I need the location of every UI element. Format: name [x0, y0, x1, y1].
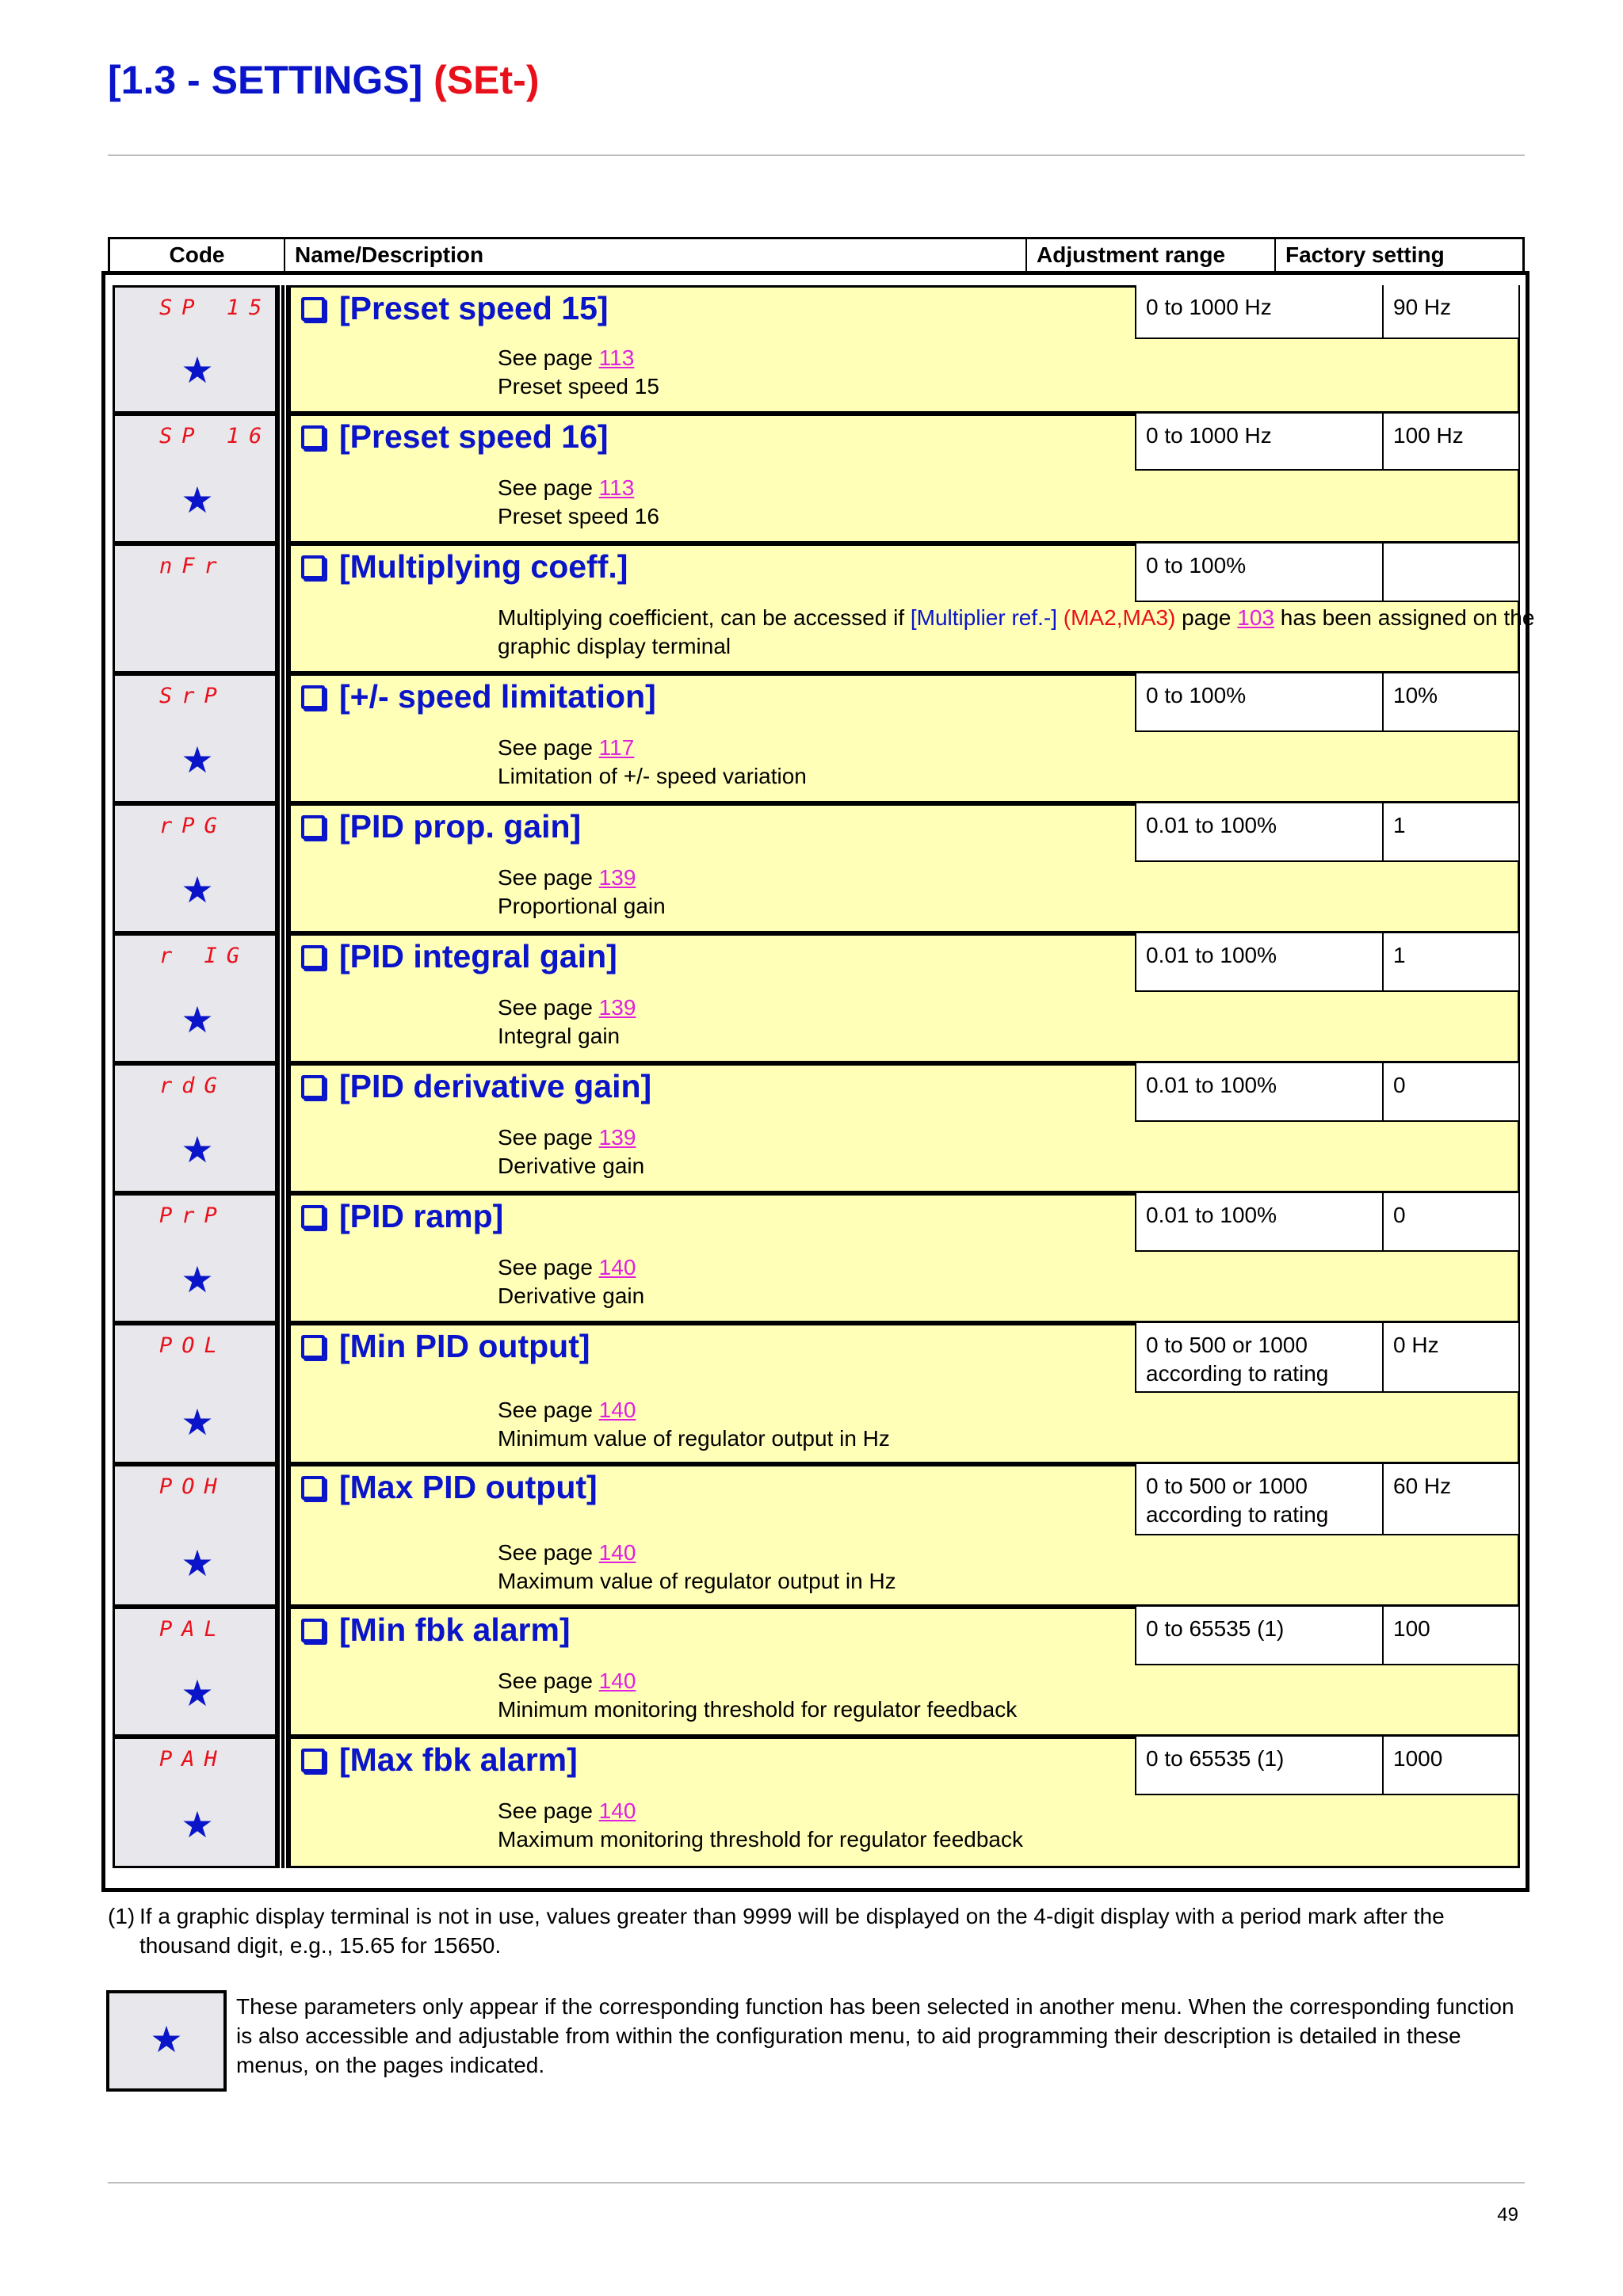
parameter-code: PAH	[159, 1747, 227, 1772]
code-cell	[113, 803, 277, 933]
adjustment-range: 0 to 1000 Hz	[1135, 285, 1384, 339]
star-icon: ★	[181, 1402, 214, 1443]
star-icon: ★	[181, 999, 214, 1040]
factory-setting: 10%	[1384, 673, 1520, 732]
page-link[interactable]: 113	[598, 345, 635, 370]
parameter-name: [Max PID output]	[301, 1469, 598, 1506]
table-row	[113, 803, 1520, 933]
factory-setting: 100 Hz	[1384, 414, 1520, 471]
parameter-code: PAL	[159, 1617, 227, 1642]
page-title	[108, 57, 539, 103]
adjustment-range: 0.01 to 100%	[1135, 933, 1384, 992]
code-cell	[113, 933, 277, 1063]
column-separator	[277, 1323, 288, 1464]
title-menu-code: (SEt-)	[433, 58, 540, 102]
adjustment-range: 0 to 500 or 1000 according to rating	[1135, 1464, 1384, 1535]
table-row	[113, 414, 1520, 543]
parameter-name: [PID integral gain]	[301, 938, 617, 975]
header-code: Code	[110, 239, 285, 271]
description: See page 113 Preset speed 16	[498, 475, 659, 528]
column-separator	[277, 1063, 288, 1193]
page-link[interactable]: 139	[598, 995, 636, 1020]
adjustment-range: 0 to 500 or 1000 according to rating	[1135, 1323, 1384, 1393]
column-separator	[277, 414, 288, 543]
table-header	[108, 237, 1525, 273]
description: See page 140 Maximum value of regulator output in Hz	[498, 1540, 896, 1593]
page-link[interactable]: 140	[598, 1669, 636, 1693]
parameter-code: SP 15	[159, 296, 272, 320]
table-row	[113, 1193, 1520, 1323]
star-icon: ★	[181, 349, 214, 391]
legend-star-box	[106, 1990, 227, 2092]
parameter-code: rPG	[159, 814, 227, 838]
checkbox-icon	[301, 1075, 325, 1099]
star-icon: ★	[181, 1129, 214, 1170]
footnote-number: (1)	[108, 1904, 136, 1928]
adjustment-range: 0.01 to 100%	[1135, 803, 1384, 862]
parameter-name: [Max fbk alarm]	[301, 1741, 578, 1779]
checkbox-icon	[301, 425, 325, 449]
page-link[interactable]: 139	[598, 865, 636, 890]
parameter-name: [PID derivative gain]	[301, 1068, 651, 1105]
description: Multiplying coefficient, can be accessed if [Multiplier ref.-] (MA2,MA3) page 103 has been assigned on the graphic display terminal	[498, 605, 1535, 658]
parameter-name: [Min PID output]	[301, 1328, 590, 1365]
adjustment-range: 0 to 1000 Hz	[1135, 414, 1384, 471]
factory-setting: 0	[1384, 1193, 1520, 1252]
code-cell	[113, 1464, 277, 1607]
page-link[interactable]: 113	[598, 475, 635, 500]
code-cell	[113, 1063, 277, 1193]
checkbox-icon	[301, 685, 325, 709]
page-link[interactable]: 140	[598, 1540, 636, 1565]
adjustment-range: 0 to 65535 (1)	[1135, 1607, 1384, 1665]
checkbox-icon	[301, 815, 325, 839]
title-main: [1.3 - SETTINGS]	[108, 58, 423, 102]
star-icon: ★	[181, 1804, 214, 1845]
column-separator	[277, 1607, 288, 1737]
description: See page 139 Derivative gain	[498, 1125, 645, 1178]
header-name: Name/Description	[285, 239, 1027, 271]
adjustment-range: 0.01 to 100%	[1135, 1193, 1384, 1252]
table-row	[113, 933, 1520, 1063]
factory-setting: 1000	[1384, 1737, 1520, 1795]
parameter-name: [PID ramp]	[301, 1198, 503, 1235]
parameter-name: [Preset speed 16]	[301, 418, 609, 456]
column-separator	[277, 543, 288, 673]
parameter-code: SP 16	[159, 424, 272, 448]
code-cell	[113, 1737, 277, 1868]
parameter-code: SrP	[159, 684, 227, 708]
checkbox-icon	[301, 1619, 325, 1642]
parameter-code: nFr	[159, 554, 227, 578]
column-separator	[277, 673, 288, 803]
description: See page 139 Proportional gain	[498, 865, 666, 918]
page-link[interactable]: 140	[598, 1255, 636, 1280]
header-range: Adjustment range	[1027, 239, 1276, 271]
reference-code: (MA2,MA3)	[1057, 605, 1176, 630]
factory-setting: 60 Hz	[1384, 1464, 1520, 1535]
parameter-name: [Min fbk alarm]	[301, 1611, 571, 1649]
code-cell	[113, 1323, 277, 1464]
star-icon: ★	[181, 1672, 214, 1714]
reference-parameter: [Multiplier ref.-]	[910, 605, 1058, 630]
code-cell	[113, 543, 277, 673]
column-separator	[277, 1193, 288, 1323]
adjustment-range: 0 to 65535 (1)	[1135, 1737, 1384, 1795]
column-separator	[277, 803, 288, 933]
checkbox-icon	[301, 945, 325, 969]
table-row	[113, 1063, 1520, 1193]
adjustment-range: 0 to 100%	[1135, 673, 1384, 732]
checkbox-icon	[301, 1205, 325, 1229]
footnote	[108, 1901, 1526, 1960]
table-row	[113, 1323, 1520, 1464]
page-link[interactable]: 117	[598, 735, 635, 760]
checkbox-icon	[301, 297, 325, 321]
table-row	[113, 673, 1520, 803]
factory-setting: 90 Hz	[1384, 285, 1520, 339]
factory-setting: 0	[1384, 1063, 1520, 1122]
table-row	[113, 1737, 1520, 1868]
parameter-code: POH	[159, 1474, 227, 1499]
star-icon: ★	[181, 739, 214, 780]
page-link[interactable]: 103	[1237, 605, 1274, 630]
description: See page 140 Derivative gain	[498, 1255, 645, 1308]
table-row	[113, 1607, 1520, 1737]
description: See page 140 Minimum value of regulator output in Hz	[498, 1398, 890, 1451]
star-icon: ★	[150, 2019, 183, 2060]
table-row	[113, 1464, 1520, 1607]
factory-setting: 100	[1384, 1607, 1520, 1665]
adjustment-range: 0 to 100%	[1135, 543, 1384, 602]
parameter-name: [Multiplying coeff.]	[301, 548, 628, 585]
description: See page 113 Preset speed 15	[498, 345, 659, 399]
code-cell	[113, 285, 277, 414]
bottom-divider	[108, 2182, 1525, 2183]
star-icon: ★	[181, 1543, 214, 1584]
description: See page 140 Maximum monitoring threshold for regulator feedback	[498, 1798, 1023, 1852]
checkbox-icon	[301, 1749, 325, 1772]
table-row	[113, 285, 1520, 414]
table-row	[113, 543, 1535, 673]
adjustment-range: 0.01 to 100%	[1135, 1063, 1384, 1122]
code-cell	[113, 1193, 277, 1323]
factory-setting: 1	[1384, 933, 1520, 992]
parameter-code: PrP	[159, 1203, 227, 1228]
top-divider	[108, 154, 1525, 156]
parameter-name: [PID prop. gain]	[301, 808, 581, 845]
factory-setting: 0 Hz	[1384, 1323, 1520, 1393]
checkbox-icon	[301, 1335, 325, 1359]
column-separator	[277, 1464, 288, 1607]
parameter-code: POL	[159, 1333, 227, 1358]
star-icon: ★	[181, 479, 214, 521]
page-number: 49	[1497, 2204, 1518, 2225]
legend-text: These parameters only appear if the corresponding function has been selected in another menu. When the corresponding function is also accessible and adjustable from within the configuration menu, to aid programming their description is detailed in these menus, on the pages indicated.	[236, 1994, 1514, 2077]
column-separator	[277, 285, 288, 414]
page-link[interactable]: 140	[598, 1398, 636, 1422]
factory-setting: 1	[1384, 803, 1520, 862]
code-cell	[113, 1607, 277, 1737]
parameter-name: [Preset speed 15]	[301, 290, 609, 327]
code-cell	[113, 673, 277, 803]
star-icon: ★	[181, 869, 214, 910]
code-cell	[113, 414, 277, 543]
factory-setting	[1384, 543, 1520, 602]
checkbox-icon	[301, 555, 325, 579]
parameter-code: rdG	[159, 1074, 227, 1098]
column-separator	[277, 933, 288, 1063]
description: See page 140 Minimum monitoring threshold for regulator feedback	[498, 1669, 1018, 1722]
parameter-code: r IG	[159, 944, 250, 968]
checkbox-icon	[301, 1476, 325, 1500]
footnote-text: If a graphic display terminal is not in use, values greater than 9999 will be displayed on the 4-digit display with a period mark after the thousand digit, e.g., 15.65 for 15650.	[139, 1904, 1445, 1958]
star-icon: ★	[181, 1259, 214, 1300]
header-factory: Factory setting	[1285, 242, 1445, 267]
description: See page 139 Integral gain	[498, 995, 636, 1048]
column-separator	[277, 1737, 288, 1868]
description: See page 117 Limitation of +/- speed variation	[498, 735, 807, 788]
page-link[interactable]: 139	[598, 1125, 636, 1150]
page-link[interactable]: 140	[598, 1798, 636, 1823]
parameter-name: [+/- speed limitation]	[301, 678, 656, 715]
